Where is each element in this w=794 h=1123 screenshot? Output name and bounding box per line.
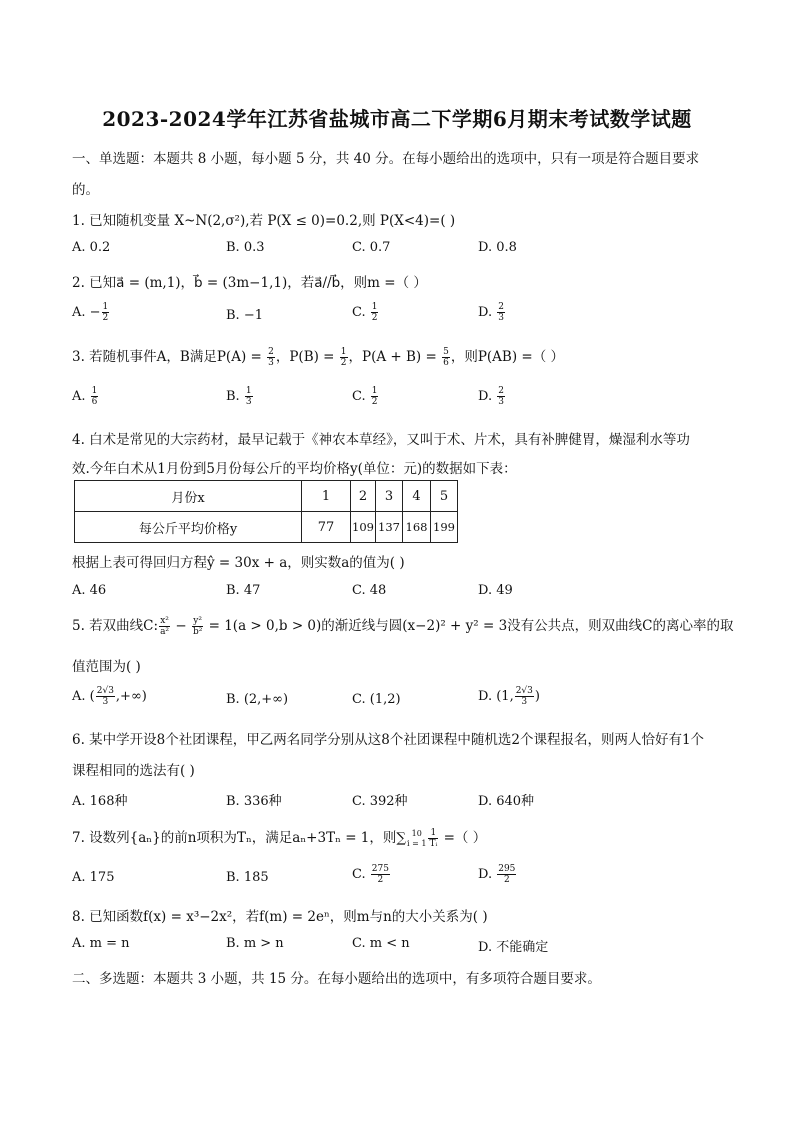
q3-option-a-num: 1 [91,386,98,396]
table-cell: 168 [403,512,431,543]
q8-option-a: A. m = n [72,936,130,951]
q3-prob-b-fraction [340,347,348,368]
section1-header-cont: 的。 [72,182,99,198]
q3-option-a-fraction [91,386,99,407]
table-row [75,481,458,512]
q2-option-b: B. −1 [226,308,263,323]
q2-option-c-num: 1 [371,302,378,312]
table-row [75,512,458,543]
q3-prob-union-fraction [442,347,450,368]
q7-sum-upper: 10 [411,828,422,838]
q7-option-b: B. 185 [226,870,269,885]
q2-option-c-den: 2 [371,313,378,323]
q3-stem-part-b: ，P(B) = [275,349,339,365]
q3-prob-union-den: 6 [443,358,449,368]
q5-option-d-num: 2√3 [515,686,533,696]
q2-option-a-fraction [102,302,110,323]
q7-option-d [478,864,517,885]
q3-option-b-num: 1 [245,386,252,396]
q4-option-c: C. 48 [352,583,387,598]
q4-stem-line3: 根据上表可得回归方程ŷ = 30x + a，则实数a的值为( ) [72,555,405,571]
q5-option-b: B. (2,+∞) [226,692,289,707]
q7-option-c-den: 2 [377,875,384,885]
q3-option-b-den: 3 [245,397,252,407]
table-cell: 109 [351,512,376,543]
q7-option-d-prefix: D. [478,867,497,882]
q5-option-a-den: 3 [102,697,109,707]
q7-option-d-num: 295 [498,864,516,874]
q3-option-c-prefix: C. [352,389,370,404]
q3-option-d-fraction [497,386,505,407]
section2-header: 二、多选题：本题共 3 小题，共 15 分。在每小题给出的选项中，有多项符合题目要求。 [72,971,601,987]
q7-stem-part-a: 7. 设数列{aₙ}的前n项积为Tₙ，满足aₙ+3Tₙ = 1，则∑ [72,830,407,846]
q5-stem-line2: 值范围为( ) [72,659,141,675]
q5-option-a-fraction [96,686,115,707]
q3-option-c [352,386,379,407]
q7-option-c-prefix: C. [352,867,370,882]
q5-option-d-fraction [515,686,534,707]
q5-option-d-suffix: ) [534,689,540,704]
q2-option-d-prefix: D. [478,305,497,320]
exam-title: 2023-2024学年江苏省盐城市高二下学期6月期末考试数学试题 [102,107,692,131]
q1-option-c: C. 0.7 [352,240,391,255]
q3-stem-part-a: 3. 若随机事件A，B满足P(A) = [72,349,267,365]
q5-option-a [72,686,147,707]
q3-option-c-num: 1 [371,386,378,396]
q7-option-c-fraction [371,864,390,885]
q5-y-den: b² [192,627,203,637]
q7-sum-limits [407,829,426,849]
q3-prob-a-den: 3 [268,358,274,368]
q3-prob-b-num: 1 [340,347,347,357]
q1-option-a: A. 0.2 [72,240,111,255]
q1-option-d: D. 0.8 [478,240,517,255]
q5-option-c: C. (1,2) [352,692,401,707]
q2-option-a-prefix: A. − [72,305,101,320]
q6-option-d: D. 640种 [478,794,535,809]
q6-stem-line1: 6. 某中学开设8个社团课程，甲乙两名同学分别从这8个社团课程中随机选2个课程报名，则两人恰好有1个 [72,732,705,748]
q5-option-d [478,686,540,707]
q8-option-d: D. 不能确定 [478,940,549,955]
q6-stem-line2: 课程相同的选法有( ) [72,763,195,779]
q5-option-d-den: 3 [521,697,528,707]
q2-option-c-fraction [371,302,379,323]
q8-stem: 8. 已知函数f(x) = x³−2x²，若f(m) = 2eⁿ，则m与n的大小关系为( ) [72,909,488,925]
q2-option-c [352,302,379,323]
q7-option-c-num: 275 [371,864,389,874]
q5-stem [72,614,734,637]
table-cell: 4 [403,481,431,512]
q5-option-a-prefix: A. ( [72,689,95,704]
q7-term-den: Tᵢ [429,839,438,849]
q4-option-a: A. 46 [72,583,107,598]
table-cell: 199 [431,512,458,543]
q5-x-den: a² [160,627,170,637]
table-row-label-month: 月份x [75,481,302,512]
q2-option-d [478,302,506,323]
q6-option-c: C. 392种 [352,794,408,809]
q7-option-c [352,864,391,885]
q3-prob-b-den: 2 [340,358,347,368]
q2-option-d-num: 2 [498,302,504,312]
q3-stem-part-c: ，P(A + B) = [348,349,442,365]
q7-option-d-den: 2 [503,875,510,885]
q3-prob-a-num: 2 [268,347,274,357]
q5-option-a-num: 2√3 [96,686,114,696]
q2-option-d-fraction [497,302,505,323]
q3-option-b [226,386,254,407]
q5-x-fraction [159,616,170,637]
q7-stem-part-b: =（ ） [439,830,487,846]
q3-stem-part-d: ，则P(AB) =（ ） [450,349,565,365]
q4-option-d: D. 49 [478,583,513,598]
q5-stem-part-b: = 1(a > 0,b > 0)的渐近线与圆(x−2)² + y² = 3没有公共点，则双曲线C的离心率的取 [204,618,734,634]
q7-term-fraction [428,828,438,849]
table-cell: 3 [376,481,403,512]
q3-option-a-prefix: A. [72,389,90,404]
q2-stem: 2. 已知a⃗ = (m,1)，b⃗ = (3m−1,1)，若a⃗//b⃗，则m =（ ） [72,275,427,291]
table-cell: 137 [376,512,403,543]
q3-option-d-den: 3 [498,397,504,407]
q5-option-d-prefix: D. (1, [478,689,514,704]
q8-option-c: C. m < n [352,936,410,951]
q5-stem-part-a: 5. 若双曲线C: [72,618,159,634]
q7-option-d-fraction [497,864,516,885]
q1-option-b: B. 0.3 [226,240,265,255]
q7-sum-lower: i = 1 [407,838,427,848]
q4-stem-line2: 效.今年白术从1月份到5月份每公斤的平均价格y(单位：元)的数据如下表： [72,461,517,477]
q8-option-b: B. m > n [226,936,284,951]
q3-option-d [478,386,506,407]
q7-option-a: A. 175 [72,870,115,885]
q3-option-d-num: 2 [498,386,504,396]
table-row-label-price: 每公斤平均价格y [75,512,302,543]
table-cell: 77 [302,512,351,543]
q6-option-b: B. 336种 [226,794,282,809]
q5-x-num: x² [160,616,169,626]
q6-option-a: A. 168种 [72,794,128,809]
q4-stem-line1: 4. 白术是常见的大宗药材，最早记载于《神农本草经》，又叫于术、片术，具有补脾健胃，燥湿利水等功 [72,432,690,448]
q2-option-d-den: 3 [498,313,504,323]
q2-option-a [72,302,110,323]
q3-option-a [72,386,99,407]
table-cell: 5 [431,481,458,512]
q7-stem [72,826,486,849]
q4-data-table [74,480,458,543]
q3-option-a-den: 6 [91,397,98,407]
q5-minus-sign: − [171,618,191,634]
q3-prob-a-fraction [267,347,275,368]
table-cell: 2 [351,481,376,512]
q2-option-a-den: 2 [102,313,109,323]
q3-option-b-fraction [245,386,253,407]
table-cell: 1 [302,481,351,512]
q5-option-a-suffix: ,+∞) [115,689,147,704]
q3-option-b-prefix: B. [226,389,244,404]
q2-option-a-num: 1 [102,302,109,312]
q5-y-fraction [192,616,203,637]
q4-option-b: B. 47 [226,583,261,598]
q7-term-num: 1 [428,828,438,839]
q3-option-c-den: 2 [371,397,378,407]
section1-header: 一、单选题：本题共 8 小题，每小题 5 分，共 40 分。在每小题给出的选项中，只有一项是符合题目要求 [72,151,700,167]
q2-option-c-prefix: C. [352,305,370,320]
q3-option-d-prefix: D. [478,389,497,404]
q3-option-c-fraction [371,386,379,407]
q5-y-num: y² [193,616,202,626]
q1-stem: 1. 已知随机变量 X~N(2,σ²),若 P(X ≤ 0)=0.2,则 P(X<4)=( ) [72,213,456,229]
q3-prob-union-num: 5 [443,347,449,357]
q3-stem [72,345,564,368]
